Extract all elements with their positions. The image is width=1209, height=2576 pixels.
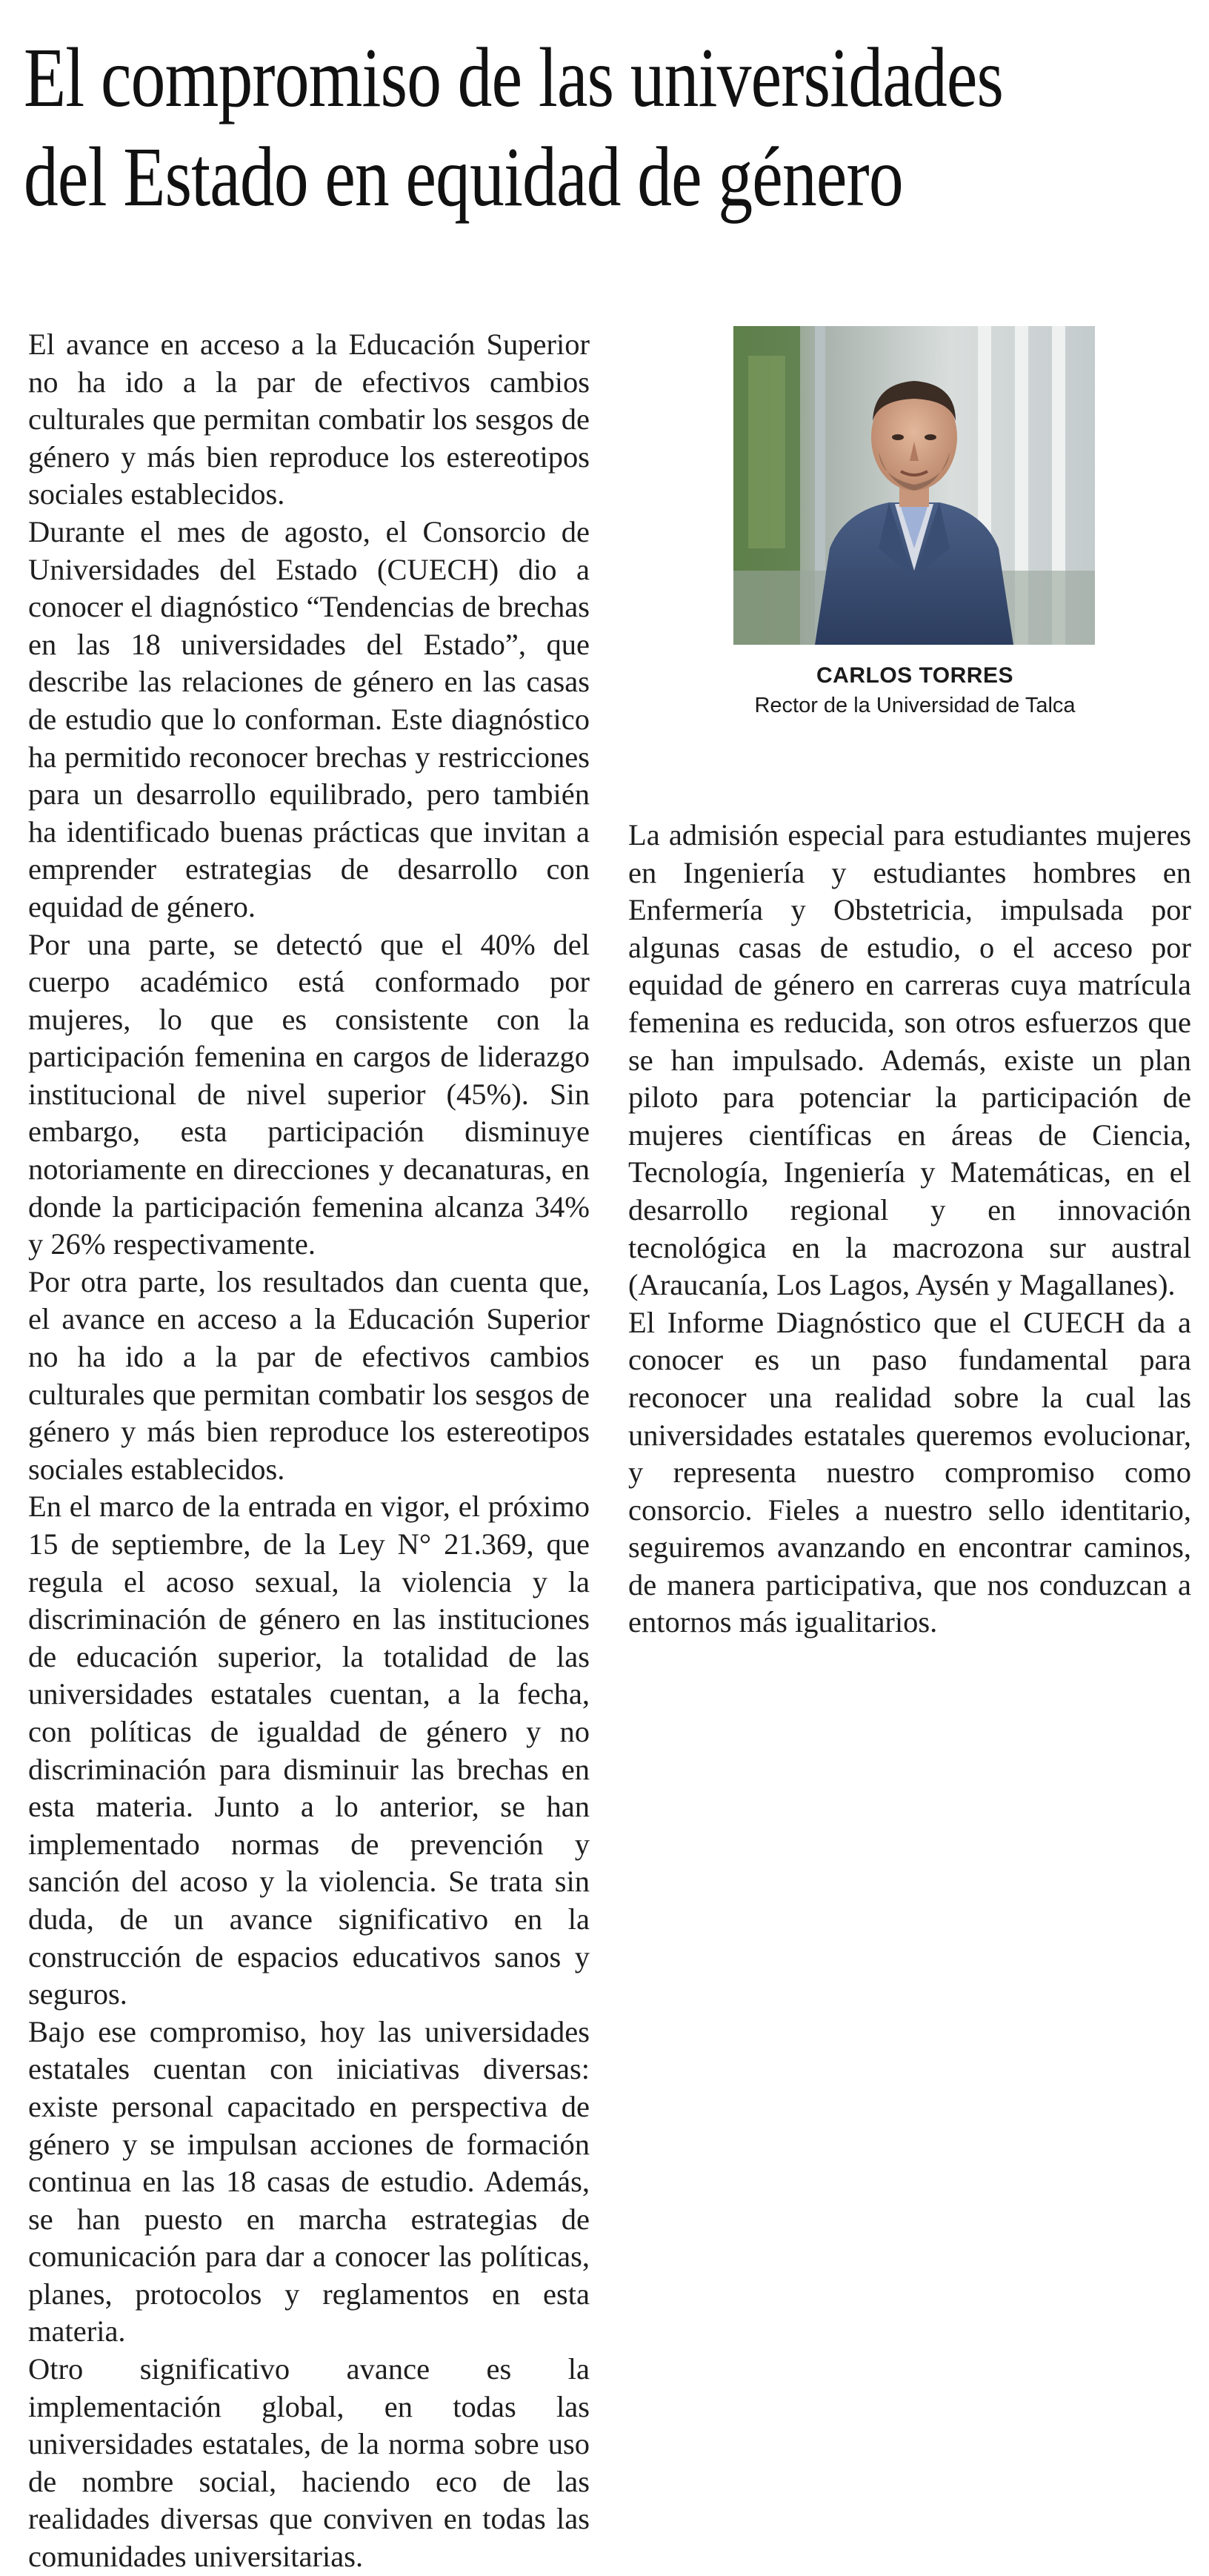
right-column bbox=[628, 817, 1191, 1641]
paragraph: El Informe Diagnóstico que el CUECH da a conocer es un paso fundamental para reconocer una realidad sobre la cual las universidades estatales queremos evolucionar, y representa nuestro compromiso como consorcio. Fieles a nuestro sello identitario, seguiremos avanzando en encontrar caminos, de manera participativa, que nos conduzcan a entornos más igualitarios. bbox=[628, 1305, 1191, 1639]
left-column bbox=[28, 326, 590, 2576]
portrait-photo bbox=[733, 326, 1095, 645]
paragraph: En el marco de la entrada en vigor, el próximo 15 de septiembre, de la Ley N° 21.369, que regula el acoso sexual, la violencia y la discriminación de género en las instituciones de educación superior, la totalidad de las universidades estatales cuentan, a la fecha, con políticas de igualdad de género y no discriminación para disminuir las brechas en esta materia. Junto a lo anterior, se han implementado normas de prevención y sanción del acoso y la violencia. Se trata sin duda, de un avance significativo en la construcción de espacios educativos sanos y seguros. bbox=[28, 1490, 590, 2011]
caption-role: Rector de la Universidad de Talca bbox=[754, 694, 1076, 717]
headline-line-2: del Estado en equidad de género bbox=[24, 130, 903, 224]
photo-caption bbox=[696, 661, 1133, 720]
paragraph: Por una parte, se detectó que el 40% del cuerpo académico está conformado por mujeres, lo que es consistente con la participación femenina en cargos de liderazgo institucional de nivel superior (45%). Sin embargo, esta participación disminuye notoriamente en direcciones y decanaturas, en donde la participación femenina alcanza 34% y 26% respectivamente. bbox=[28, 927, 590, 1261]
headline bbox=[24, 28, 1004, 227]
caption-name: CARLOS TORRES bbox=[816, 663, 1013, 688]
paragraph: La admisión especial para estudiantes mujeres en Ingeniería y estudiantes hombres en Enfermería y Obstetricia, impulsada por algunas casas de estudio, o el acceso por equidad de género en carreras cuya matrícula femenina es reducida, son otros esfuerzos que se han impulsado. Además, existe un plan piloto para potenciar la participación de mujeres científicas en áreas de Ciencia, Tecnología, Ingeniería y Matemáticas, en el desarrollo regional y en innovación tecnológica en la macrozona sur austral (Araucanía, Los Lagos, Aysén y Magallanes). bbox=[628, 818, 1191, 1302]
paragraph: Durante el mes de agosto, el Consorcio de Universidades del Estado (CUECH) dio a conocer el diagnóstico “Tendencias de brechas en las 18 universidades del Estado”, que describe las relaciones de género en las casas de estudio que lo conforman. Este diagnóstico ha permitido reconocer brechas y restricciones para un desarrollo equilibrado, pero también ha identificado buenas prácticas que invitan a emprender estrategias de desarrollo con equidad de género. bbox=[28, 514, 590, 923]
paragraph: Bajo ese compromiso, hoy las universidades estatales cuentan con iniciativas diversas: existe personal capacitado en perspectiva de género y se impulsan acciones de formación continua en las 18 casas de estudio. Además, se han puesto en marcha estrategias de comunicación para dar a conocer las políticas, planes, protocolos y reglamentos en esta materia. bbox=[28, 2014, 590, 2348]
headline-line-1: El compromiso de las universidades bbox=[24, 30, 1004, 125]
paragraph: El avance en acceso a la Educación Superior no ha ido a la par de efectivos cambios culturales que permitan combatir los sesgos de género y más bien reproduce los estereotipos sociales establecidos. bbox=[28, 328, 590, 511]
paragraph: Por otra parte, los resultados dan cuenta que, el avance en acceso a la Educación Superior no ha ido a la par de efectivos cambios culturales que permitan combatir los sesgos de género y más bien reproduce los estereotipos sociales establecidos. bbox=[28, 1264, 590, 1486]
paragraph: Otro significativo avance es la implementación global, en todas las universidades estatales, de la norma sobre uso de nombre social, haciendo eco de las realidades diversas que conviven en todas las comunidades universitarias. bbox=[28, 2352, 590, 2574]
portrait-illustration bbox=[733, 326, 1095, 645]
